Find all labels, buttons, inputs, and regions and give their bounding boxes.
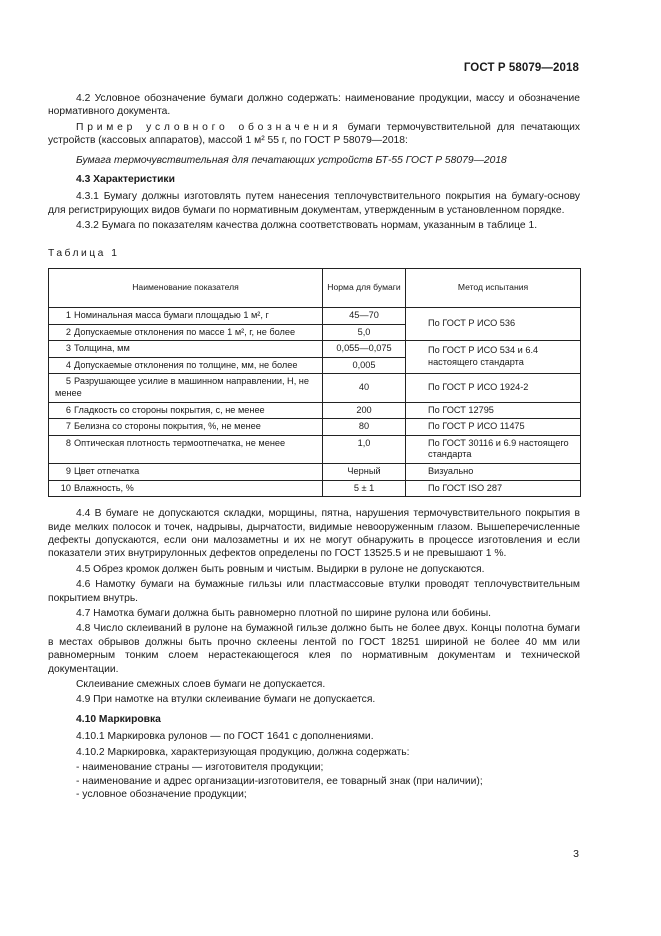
row-value: 5,0	[323, 324, 406, 341]
table-caption: Таблица 1	[48, 247, 120, 259]
table-row	[49, 419, 581, 436]
paragraph-4-9: 4.9 При намотке на втулки склеивание бумаги не допускается.	[76, 694, 376, 706]
row-value: Черный	[323, 464, 406, 481]
header-norm: Норма для бумаги	[323, 269, 406, 308]
example-text: бумаги термочувствительной для печатающих устройств (кассовых аппаратов), массой 1 м² 55 г, по ГОСТ Р 58079—2018:	[48, 121, 580, 147]
header-method: Метод испытания	[406, 269, 581, 308]
row-name: 9 Цвет отпечатка	[49, 464, 323, 481]
paragraph-4-10-1: 4.10.1 Маркировка рулонов — по ГОСТ 1641 с дополнениями.	[76, 731, 374, 743]
row-method: По ГОСТ ISO 287	[406, 480, 581, 497]
row-name: 4 Допускаемые отклонения по толщине, мм, не более	[49, 357, 323, 374]
quality-table	[48, 268, 581, 497]
row-name: 6 Гладкость со стороны покрытия, с, не менее	[49, 402, 323, 419]
section-heading-4-10: 4.10 Маркировка	[76, 713, 161, 725]
row-method: По ГОСТ 12795	[406, 402, 581, 419]
list-item: - наименование и адрес организации-изготовителя, ее товарный знак (при наличии);	[76, 775, 483, 787]
example-designation: Бумага термочувствительная для печатающих устройств БТ-55 ГОСТ Р 58079—2018	[76, 154, 507, 166]
row-name: 3 Толщина, мм	[49, 341, 323, 358]
table-row	[49, 308, 581, 325]
list-item: - условное обозначение продукции;	[76, 788, 247, 800]
table-header-row	[49, 269, 581, 308]
paragraph-4-8: 4.8 Число склеиваний в рулоне на бумажной гильзе должно быть не более двух. Концы полотна бумаги в местах обрывов должны быть прочно склеены лентой по ГОСТ 18251 шириной не более 40 мм или равномерным тонким слоем нерастекающегося клея по нормативным документам и технической документации.	[48, 623, 580, 675]
row-value: 80	[323, 419, 406, 436]
example-label: Пример условного обозначения	[76, 121, 342, 133]
row-value: 200	[323, 402, 406, 419]
table-row	[49, 435, 581, 463]
row-value: 0,055—0,075	[323, 341, 406, 358]
paragraph-4-8-note: Склеивание смежных слоев бумаги не допускается.	[76, 679, 326, 691]
row-method: По ГОСТ Р ИСО 1924-2	[406, 374, 581, 402]
row-name: 7 Белизна со стороны покрытия, %, не менее	[49, 419, 323, 436]
row-name: 2 Допускаемые отклонения по массе 1 м², г, не более	[49, 324, 323, 341]
row-name: 1 Номинальная масса бумаги площадью 1 м², г	[49, 308, 323, 325]
list-item: - наименование страны — изготовителя продукции;	[76, 762, 324, 774]
table-row	[49, 341, 581, 358]
row-value: 40	[323, 374, 406, 402]
row-method: По ГОСТ Р ИСО 536	[406, 308, 581, 341]
row-method: По ГОСТ Р ИСО 11475	[406, 419, 581, 436]
table-row	[49, 464, 581, 481]
example-paragraph	[48, 121, 580, 148]
row-value: 0,005	[323, 357, 406, 374]
page-body	[48, 92, 580, 801]
row-method: По ГОСТ 30116 и 6.9 настоящего стандарта	[406, 435, 581, 463]
row-method: По ГОСТ Р ИСО 534 и 6.4 настоящего стандарта	[406, 341, 581, 374]
section-heading-4-3: 4.3 Характеристики	[76, 174, 175, 186]
table-row	[49, 402, 581, 419]
paragraph-4-6: 4.6 Намотку бумаги на бумажные гильзы или пластмассовые втулки проводят теплочувствительным покрытием внутрь.	[48, 579, 580, 604]
table-row	[49, 480, 581, 497]
row-method: Визуально	[406, 464, 581, 481]
paragraph-4-10-2: 4.10.2 Маркировка, характеризующая продукцию, должна содержать:	[76, 746, 410, 758]
paragraph-4-3-1: 4.3.1 Бумагу должны изготовлять путем нанесения теплочувствительного покрытия на бумагу-основу для регистрирующих видов бумаги по нормативным документам, утвержденным в установленном порядке.	[48, 191, 580, 216]
row-value: 45—70	[323, 308, 406, 325]
table-row	[49, 374, 581, 402]
paragraph-4-3-2: 4.3.2 Бумага по показателям качества должна соответствовать нормам, указанным в таблице 1.	[76, 220, 538, 232]
paragraph-4-4: 4.4 В бумаге не допускаются складки, морщины, пятна, нарушения термочувствительного покрытия в виде мелких полосок и точек, надрывы, дырчатости, видимые невооруженным глазом. Вышеперечисленные дефекты допускаются, если они малозаметны и их не могут обнаружить в процессе изготовления и если показатели этих внутрирулонных дефектов определены по ГОСТ 13525.5 и не превышают 1 %.	[48, 508, 580, 560]
document-header: ГОСТ Р 58079—2018	[463, 62, 579, 74]
row-name: 10 Влажность, %	[49, 480, 323, 497]
row-value: 5 ± 1	[323, 480, 406, 497]
page-number: 3	[573, 848, 579, 860]
paragraph-4-7: 4.7 Намотка бумаги должна быть равномерно плотной по ширине рулона или бобины.	[76, 608, 492, 620]
paragraph-4-2: 4.2 Условное обозначение бумаги должно содержать: наименование продукции, массу и обозначение нормативного документа.	[48, 93, 580, 118]
paragraph-4-5: 4.5 Обрез кромок должен быть ровным и чистым. Выдирки в рулоне не допускаются.	[76, 563, 485, 575]
row-name: 5 Разрушающее усилие в машинном направлении, Н, не менее	[49, 374, 323, 402]
row-name: 8 Оптическая плотность термоотпечатка, не менее	[49, 435, 323, 463]
row-value: 1,0	[323, 435, 406, 463]
header-indicator: Наименование показателя	[49, 269, 323, 308]
